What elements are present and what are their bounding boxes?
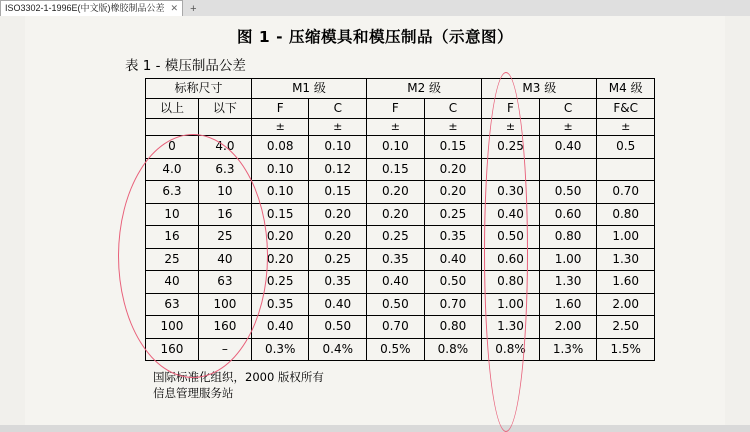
cell-m4-fc: 1.30: [597, 248, 655, 271]
cell-below: 6.3: [198, 158, 251, 181]
cell-m2-c: 0.25: [424, 203, 482, 226]
cell-m1-c: 0.35: [309, 271, 367, 294]
cell-above: 0: [146, 136, 199, 159]
sub-header-m3-c: C: [539, 99, 597, 119]
cell-below: –: [198, 338, 251, 361]
cell-m1-c: 0.10: [309, 136, 367, 159]
cell-m3-f: [482, 158, 540, 181]
cell-m3-c: 1.30: [539, 271, 597, 294]
cell-m2-f: 0.15: [367, 158, 425, 181]
pm-cell-m4-fc: ±: [597, 119, 655, 136]
pm-cell-m3-c: ±: [539, 119, 597, 136]
cell-m3-f: 1.30: [482, 316, 540, 339]
cell-m4-fc: [597, 158, 655, 181]
cell-m3-f: 0.30: [482, 181, 540, 204]
cell-above: 40: [146, 271, 199, 294]
cell-below: 16: [198, 203, 251, 226]
table-body: [146, 136, 655, 361]
cell-m3-f: 0.25: [482, 136, 540, 159]
cell-m2-c: 0.20: [424, 181, 482, 204]
cell-m2-f: 0.40: [367, 271, 425, 294]
cell-m1-c: 0.25: [309, 248, 367, 271]
footer-copyright: 国际标准化组织，2000 版权所有: [153, 370, 324, 384]
cell-m3-c: 1.3%: [539, 338, 597, 361]
cell-m1-f: 0.40: [251, 316, 309, 339]
sub-header-m2-c: C: [424, 99, 482, 119]
sub-header-below: 以下: [198, 99, 251, 119]
cell-m1-c: 0.50: [309, 316, 367, 339]
cell-m3-c: 2.00: [539, 316, 597, 339]
table-row: [146, 248, 655, 271]
cell-m2-c: 0.40: [424, 248, 482, 271]
cell-m4-fc: 1.5%: [597, 338, 655, 361]
cell-m4-fc: 1.00: [597, 226, 655, 249]
cell-m3-f: 0.50: [482, 226, 540, 249]
table-row: [146, 316, 655, 339]
cell-m2-f: 0.10: [367, 136, 425, 159]
pm-cell-m2-c: ±: [424, 119, 482, 136]
pm-cell-m1-c: ±: [309, 119, 367, 136]
cell-above: 100: [146, 316, 199, 339]
cell-m2-f: 0.5%: [367, 338, 425, 361]
cell-m1-c: 0.20: [309, 226, 367, 249]
pm-cell-below: [198, 119, 251, 136]
new-tab-icon[interactable]: +: [190, 3, 197, 15]
cell-m1-f: 0.10: [251, 181, 309, 204]
table-row: [146, 271, 655, 294]
table-row: [146, 226, 655, 249]
cell-m2-f: 0.25: [367, 226, 425, 249]
group-header-m3: M3 级: [482, 79, 597, 99]
table-row: [146, 293, 655, 316]
cell-above: 6.3: [146, 181, 199, 204]
cell-above: 25: [146, 248, 199, 271]
cell-m4-fc: 0.80: [597, 203, 655, 226]
sub-header-above: 以上: [146, 99, 199, 119]
cell-m3-f: 0.80: [482, 271, 540, 294]
cell-m2-f: 0.70: [367, 316, 425, 339]
cell-m1-c: 0.40: [309, 293, 367, 316]
cell-above: 160: [146, 338, 199, 361]
sub-header-m1-f: F: [251, 99, 309, 119]
sub-header-m4-fc: F&C: [597, 99, 655, 119]
tolerance-table: [145, 78, 655, 361]
browser-tab-title: ISO3302-1-1996E(中文版)橡胶制品公差: [5, 3, 165, 13]
cell-below: 160: [198, 316, 251, 339]
close-icon[interactable]: ✕: [170, 3, 179, 13]
table-plusminus-row: [146, 119, 655, 136]
cell-m3-f: 1.00: [482, 293, 540, 316]
document-page: [0, 16, 750, 425]
cell-m2-c: 0.70: [424, 293, 482, 316]
cell-m1-f: 0.08: [251, 136, 309, 159]
table-row: [146, 158, 655, 181]
cell-m1-f: 0.25: [251, 271, 309, 294]
cell-m2-c: 0.15: [424, 136, 482, 159]
group-header-nominal-size: 标称尺寸: [146, 79, 252, 99]
cell-m1-f: 0.10: [251, 158, 309, 181]
cell-m1-f: 0.20: [251, 226, 309, 249]
cell-m2-f: 0.50: [367, 293, 425, 316]
table-group-header-row: [146, 79, 655, 99]
browser-tab[interactable]: [0, 0, 183, 16]
cell-above: 10: [146, 203, 199, 226]
sub-header-m3-f: F: [482, 99, 540, 119]
cell-m2-f: 0.20: [367, 203, 425, 226]
table-head: [146, 79, 655, 136]
cell-m3-f: 0.8%: [482, 338, 540, 361]
table-sub-header-row: [146, 99, 655, 119]
cell-m2-c: 0.80: [424, 316, 482, 339]
cell-m1-c: 0.12: [309, 158, 367, 181]
table-row: [146, 181, 655, 204]
table-row: [146, 136, 655, 159]
cell-m4-fc: 0.5: [597, 136, 655, 159]
pm-cell-m3-f: ±: [482, 119, 540, 136]
browser-tab-bar: [0, 0, 750, 17]
cell-below: 100: [198, 293, 251, 316]
cell-below: 4.0: [198, 136, 251, 159]
cell-m1-f: 0.15: [251, 203, 309, 226]
cell-below: 40: [198, 248, 251, 271]
cell-m4-fc: 2.50: [597, 316, 655, 339]
pm-cell-above: [146, 119, 199, 136]
cell-below: 63: [198, 271, 251, 294]
cell-m4-fc: 2.00: [597, 293, 655, 316]
cell-m3-c: 0.60: [539, 203, 597, 226]
page-title: 图 1 - 压缩模具和模压制品（示意图）: [237, 28, 513, 46]
cell-m1-f: 0.20: [251, 248, 309, 271]
cell-m1-c: 0.20: [309, 203, 367, 226]
cell-above: 63: [146, 293, 199, 316]
cell-m2-c: 0.50: [424, 271, 482, 294]
cell-m3-c: 1.60: [539, 293, 597, 316]
group-header-m1: M1 级: [251, 79, 366, 99]
cell-m1-f: 0.35: [251, 293, 309, 316]
cell-m4-fc: 0.70: [597, 181, 655, 204]
cell-above: 4.0: [146, 158, 199, 181]
table-row: [146, 338, 655, 361]
cell-m3-c: 0.40: [539, 136, 597, 159]
table-caption: 表 1 - 模压制品公差: [125, 58, 246, 74]
cell-m4-fc: 1.60: [597, 271, 655, 294]
cell-m1-c: 0.4%: [309, 338, 367, 361]
cell-m3-c: 1.00: [539, 248, 597, 271]
cell-m3-c: 0.50: [539, 181, 597, 204]
sub-header-m2-f: F: [367, 99, 425, 119]
cell-m3-f: 0.60: [482, 248, 540, 271]
sub-header-m1-c: C: [309, 99, 367, 119]
cell-below: 25: [198, 226, 251, 249]
cell-m2-c: 0.35: [424, 226, 482, 249]
table-row: [146, 203, 655, 226]
cell-below: 10: [198, 181, 251, 204]
cell-m2-f: 0.35: [367, 248, 425, 271]
cell-m3-c: [539, 158, 597, 181]
document-footer: [153, 369, 725, 401]
footer-organization: 信息管理服务站: [153, 386, 234, 400]
cell-above: 16: [146, 226, 199, 249]
pm-cell-m1-f: ±: [251, 119, 309, 136]
cell-m2-f: 0.20: [367, 181, 425, 204]
document-body: [25, 16, 725, 425]
cell-m3-f: 0.40: [482, 203, 540, 226]
group-header-m2: M2 级: [367, 79, 482, 99]
cell-m2-c: 0.20: [424, 158, 482, 181]
group-header-m4: M4 级: [597, 79, 655, 99]
cell-m1-f: 0.3%: [251, 338, 309, 361]
cell-m3-c: 0.80: [539, 226, 597, 249]
pm-cell-m2-f: ±: [367, 119, 425, 136]
cell-m2-c: 0.8%: [424, 338, 482, 361]
cell-m1-c: 0.15: [309, 181, 367, 204]
